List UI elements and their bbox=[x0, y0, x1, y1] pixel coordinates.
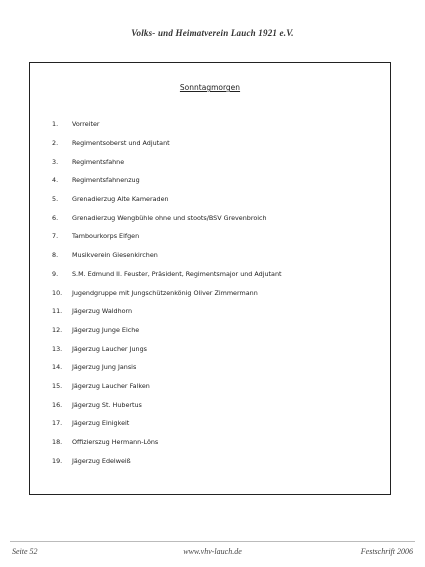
content-frame bbox=[29, 62, 391, 495]
list-item bbox=[52, 115, 282, 134]
list-item-text: Jägerzug Laucher Jungs bbox=[72, 344, 147, 353]
list-item-number: 10. bbox=[52, 288, 63, 297]
list-item-text: Jägerzug Waldhorn bbox=[72, 307, 133, 316]
list-item-text: Jugendgruppe mit Jungschützenkönig Oliver Zimmermann bbox=[72, 288, 258, 297]
list-item-text: Regimentsoberst und Adjutant bbox=[72, 139, 170, 148]
list-item bbox=[52, 190, 282, 209]
list-item-number: 3. bbox=[52, 157, 59, 166]
list-item-number: 16. bbox=[52, 400, 63, 409]
list-item bbox=[52, 152, 282, 171]
list-item-text: Tambourkorps Elfgen bbox=[72, 232, 140, 241]
list-item-number: 19. bbox=[52, 456, 63, 465]
footer-website: www.vhv-lauch.de bbox=[183, 547, 242, 556]
list-item-text: Vorreiter bbox=[72, 120, 100, 129]
page-header: Volks- und Heimatverein Lauch 1921 e.V. bbox=[131, 28, 294, 38]
list-item-text: Jägerzug Junge Eiche bbox=[72, 325, 140, 334]
list-item-number: 8. bbox=[52, 251, 59, 260]
list-item bbox=[52, 358, 282, 377]
list-item-number: 6. bbox=[52, 213, 59, 222]
list-item bbox=[52, 265, 282, 284]
list-item bbox=[52, 377, 282, 396]
list-item-number: 17. bbox=[52, 419, 63, 428]
list-item-number: 2. bbox=[52, 139, 59, 148]
list-item bbox=[52, 283, 282, 302]
list-item-text: Regimentsfahnenzug bbox=[72, 176, 140, 185]
list-item-number: 7. bbox=[52, 232, 59, 241]
list-item-text: Regimentsfahne bbox=[72, 157, 125, 166]
list-item-text: Jägerzug St. Hubertus bbox=[72, 400, 142, 409]
list-item bbox=[52, 321, 282, 340]
list-item-number: 14. bbox=[52, 363, 63, 372]
section-title: Sonntagmorgen bbox=[179, 83, 241, 92]
list-item bbox=[52, 134, 282, 153]
list-item-number: 13. bbox=[52, 344, 63, 353]
list-item bbox=[52, 414, 282, 433]
list-item bbox=[52, 227, 282, 246]
list-item-number: 15. bbox=[52, 381, 63, 390]
list-item bbox=[52, 395, 282, 414]
list-item-number: 11. bbox=[52, 307, 63, 316]
list-item bbox=[52, 339, 282, 358]
page-footer bbox=[0, 547, 425, 561]
list-item bbox=[52, 451, 282, 470]
list-item-text: Jägerzug Laucher Falken bbox=[72, 381, 150, 390]
list-item-number: 1. bbox=[52, 120, 59, 129]
list-item-number: 9. bbox=[52, 269, 59, 278]
list-item bbox=[52, 246, 282, 265]
list-item-text: S.M. Edmund II. Feuster, Präsident, Regimentsmajor und Adjutant bbox=[72, 269, 282, 278]
list-item-number: 5. bbox=[52, 195, 59, 204]
list-item-number: 12. bbox=[52, 325, 63, 334]
list-item-text: Offizierszug Hermann-Löns bbox=[72, 438, 159, 447]
list-item-text: Grenadierzug Alte Kameraden bbox=[72, 195, 169, 204]
footer-publication: Festschrift 2006 bbox=[360, 547, 413, 556]
footer-rule bbox=[10, 541, 415, 542]
list-item bbox=[52, 433, 282, 452]
list-item-text: Grenadierzug Wengbühle ohne und stoots/BSV Grevenbroich bbox=[72, 213, 267, 222]
list-item bbox=[52, 208, 282, 227]
list-item-text: Musikverein Giesenkirchen bbox=[72, 251, 158, 260]
footer-page-number: Seite 52 bbox=[12, 547, 38, 556]
list-item-text: Jägerzug Edelweiß bbox=[72, 456, 131, 465]
list-item-number: 4. bbox=[52, 176, 59, 185]
list-item-number: 18. bbox=[52, 438, 63, 447]
list-item bbox=[52, 302, 282, 321]
list-item bbox=[52, 171, 282, 190]
list-item-text: Jägerzug Einigkeit bbox=[72, 419, 130, 428]
list-item-text: Jägerzug Jung Jansis bbox=[72, 363, 137, 372]
parade-order-list bbox=[52, 115, 282, 470]
